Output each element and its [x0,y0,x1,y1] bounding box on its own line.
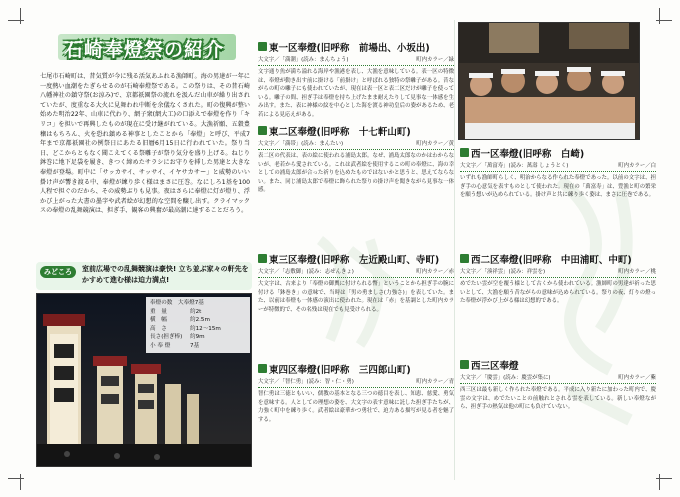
crop-mark [656,478,672,479]
section-body: 智仁勇は三徳ともいい、儒教の基本となる三つの徳目を表し、知恵、慈愛、勇気を意味する。人としての理想の姿を、大文字の表す意味に託した担ぎ手たちが、力強く町中を練り歩く。武者絵は豪華かつ勇壮で、迫力ある描写が見る者を魅了する。 [258,391,454,423]
square-bullet-icon [460,148,469,157]
crop-mark [8,478,24,479]
spec-value: 7基 [190,342,200,349]
spec-value: 約9m [190,334,205,341]
highlight-label: みどころ [40,266,76,278]
crop-mark [659,8,660,24]
section-heading [258,252,454,265]
section-town-color: 町内カラー／白 [618,163,656,169]
square-bullet-icon [460,360,469,369]
spec-row [150,308,246,317]
spec-key: 長さ(担ぎ棒) [150,334,183,341]
spec-row [150,316,246,325]
section-subline [460,159,656,172]
spec-key: 重 量 [150,308,167,315]
section-heading-text: 東三区奉燈(旧呼称 左近殿山町、寺町) [269,254,440,266]
section-body: めでたい雲が空を覆う様として古くから使われている。漁師町の男達が祈った思いとして、大漁を願う昔ながらの意味が込められている。祭りの夜、灯りの燈った奉燈が浮かび上がる様は幻想的である。 [460,281,656,305]
district-section-west-3 [460,358,656,456]
section-daimonji: 大文字／「慶雲」(読み：慶雲が集に) [460,375,551,381]
section-body: 西三区は最も新しく作られた奉燈である。平成に入り新たに加わった町内で、慶雲の文字は、めでたいことの前触れとされる雲を表している。新しい奉燈ながら、担ぎ手の熱気は他の町にも負けていない。 [460,387,656,411]
section-body: 文字通り魚が満ち溢れる海岸や漁港を表し、大漁を意味している。表一区の特徴は、奉燈が動き出す前に掛ける「前掛け」と呼ばれる独特の祭囃子がある。昔ながらの町の囃子にも使われていたが、現在は表一区と表二区だけが囃子を使っている。囃子の間、担ぎ手は奉燈を持ち上げたまま耐えたりして見事な一体感を生み出す。また、表に神様の紋を中心とした海を渡る神功皇后の姿があるため、老若による見応えがある。 [258,69,454,118]
section-heading-text: 東四区奉燈(旧呼称 三四郎山町) [269,364,411,376]
district-section-east-2 [258,124,454,212]
section-town-color: 町内カラー／黄 [416,141,454,147]
section-heading [258,40,454,53]
spec-row [150,333,246,342]
section-heading [258,362,454,375]
section-daimonji: 大文字／「満潮」(読み：まんちょう) [258,57,349,63]
spec-key: 小 奉 燈 [150,342,171,349]
section-heading-text: 西二区奉燈(旧呼称 中田浦町、中町) [471,254,632,266]
square-bullet-icon [258,42,267,51]
district-section-east-4 [258,362,454,458]
district-section-west-1 [460,146,656,242]
section-subline [258,53,454,66]
section-heading [460,146,656,159]
section-heading-text: 西一区奉燈(旧呼称 白崎) [471,148,585,160]
section-daimonji: 大文字／「智仁勇」(読み：智・仁・勇) [258,379,354,385]
square-bullet-icon [258,126,267,135]
specs-heading: 奉燈の数 大奉燈7基 [150,300,204,306]
spec-value: 約12〜15m [190,325,221,332]
crop-mark [20,474,21,490]
section-town-color: 町内カラー／桃 [618,269,656,275]
section-town-color: 町内カラー／青 [416,379,454,385]
section-heading [460,358,656,371]
square-bullet-icon [460,254,469,263]
crop-mark [656,20,672,21]
crop-mark [8,20,24,21]
square-bullet-icon [258,254,267,263]
section-subline [258,375,454,388]
spec-row [150,342,246,351]
section-subline [460,265,656,278]
square-bullet-icon [258,364,267,373]
section-town-color: 町内カラー／赤 [416,269,454,275]
section-daimonji: 大文字／「志敷御」(読み：志ぜんきょ) [258,269,354,275]
section-heading [460,252,656,265]
section-body: 大文字は、古来より「奉燈の御輿に付けられる幣」ということから担ぎ手の腕に付ける「鉢巻き」の意味で、当時は「男の勇ましさ(力強さ)」を表していた。また、以前は奉燈も一体感の演出に使われた。現在は「赤」を基調とした町内カラーが特徴的で、その名残は現在でも見受けられる。 [258,281,454,313]
crop-mark [659,474,660,490]
intro-text: 七尾市石崎町は、昔気質が今に残る活気あふれる漁師町。海の男達が一年に一度熱い血潮をたぎらせるのが石崎奉燈祭である。この祭りは、その昔石崎八幡神社の鎮守祭(お涼み)で、京都祇園祭の流れを汲んだ山車が繰り出されていたが、度重なる大火に見舞われ中断を余儀なくされた。町の復興が整い始めた明治22年、山車に代わり、網子衆(網大工)の口添えで奉燈を作り「キリコ」を担いで再興したものが現在に受け継がれている。大漁祈願、五穀豊穣はもちろん、火を恐れ鎮める神事としたことから「奉燈」と呼び、平成7年まで京都祇園社の例祭日にあたる旧暦6月15日に行われていた。祭り当日、どこからともなく聞こえてくる祭囃子が祭り気分を盛り上げる。ねじり鉢巻に地下足袋を履き、きつく締めたサラシにお守りを挿した男達と大きな奉燈が登場。町中に「サッカサイ、サッサイ、イヤサカサー」と威勢のいい掛け声が響き渡る中、奉燈が練り歩く様はまさに圧巻。なにしろ1基を100人程で担ぐのだから、その威勢ぶりも見事。夜はさらに奉燈に灯が燈り、浮かび上がった大書の墨字や武者絵が幻想的な空間を醸し出す。クライマックスの奉燈の乱舞競演は、担ぎ手、観客の興奮が最高潮に達することだろう。 [40,73,250,215]
spec-key: 高 さ [150,325,167,332]
district-section-west-2 [460,252,656,340]
section-heading-text: 西三区奉燈 [471,360,519,372]
district-section-east-1 [258,40,454,120]
section-daimonji: 大文字／「満帯」(読み：まんたい) [258,141,344,147]
bearers-crowd-photo [458,22,640,140]
highlight-text: 室前広場での乱舞競演は豪快! 立ち並ぶ家々の軒先をかすめて進む様は迫力満点! [82,265,249,284]
spec-value: 約2.5m [190,317,210,324]
section-daimonji: 大文字／「湊祥雲」(読み：祥雲を) [460,269,546,275]
section-heading-text: 東二区奉燈(旧呼称 十七軒山町) [269,126,411,138]
section-town-color: 町内カラー／緑 [416,57,454,63]
page-title: 石崎奉燈祭の紹介 [58,34,236,60]
section-town-color: 町内カラー／紫 [618,375,656,381]
crop-mark [20,8,21,24]
district-section-east-3 [258,252,454,340]
lantern-specs [146,297,250,353]
section-subline [258,265,454,278]
section-heading-text: 東一区奉燈(旧呼称 前場出、小坂出) [269,42,430,54]
section-heading [258,124,454,137]
section-subline [460,371,656,384]
section-daimonji: 大文字／「萬富寿」(読み：萬壽 しょうとく) [460,163,569,169]
section-subline [258,137,454,150]
spec-key: 横 幅 [150,317,167,324]
spec-row [150,325,246,334]
spec-value: 約2t [190,308,202,315]
column-divider [454,20,455,480]
section-body: 表二区の代表は、表の絵に使われる浦島太郎。なぜ、浦島太郎なのかはわからないが、老若から愛されている。これは武者絵を使用するこの町の奉燈に、海の幸としての浦島太郎が合った祈りを込めたものではないかと思うと、思えてならない。また、同じ浦島太郎で奉燈に飾られた祭りの掛け声を聞きながら見事な一体感。 [258,153,454,194]
section-body: いずれも漁師町らしく、明治からなる作られた奉燈であった。以前の文字は、担ぎ手の心意気を表すものとして使われた。現在の「萬富寿」は、豊漁と町の繁栄を願う想いが込められている。掛け声と共に練り歩く姿は、まさに圧巻である。 [460,175,656,199]
